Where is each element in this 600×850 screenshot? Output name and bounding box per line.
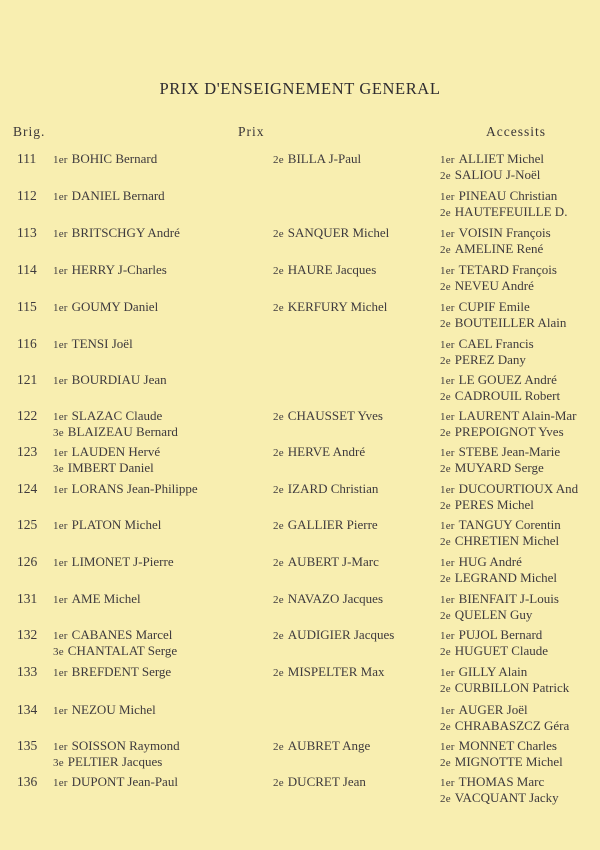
student-name: LEGRAND Michel [454,570,557,585]
accessit-first [440,372,557,389]
prix-first [53,336,133,353]
student-name: DUCOURTIOUX And [458,481,579,496]
accessit-second [440,352,526,369]
rank-label: 1er [440,705,455,717]
rank-label: 1er [440,594,455,606]
student-name: CABANES Marcel [71,627,173,642]
student-name: DANIEL Bernard [71,188,165,203]
prix-first [53,664,171,681]
rank-label: 1er [53,411,68,423]
brigade-number: 126 [17,554,38,569]
accessit-second [440,388,560,405]
student-name: IZARD Christian [287,481,379,496]
rank-label: 1er [53,265,68,277]
prix-first [53,554,174,571]
rank-label: 1er [440,375,455,387]
table-row [0,444,600,478]
rank-label: 1er [53,191,68,203]
prix-second [273,664,384,681]
student-name: SANQUER Michel [287,225,390,240]
rank-label: 2e [440,207,451,219]
table-row [0,627,600,661]
student-name: AUDIGIER Jacques [287,627,395,642]
prix-second [273,554,379,571]
student-name: PEREZ Dany [454,352,526,367]
rank-label: 2e [440,683,451,695]
prix-first [53,299,158,316]
student-name: NEVEU André [454,278,534,293]
student-name: AUBRET Ange [287,738,371,753]
table-row [0,408,600,442]
student-name: HUG André [458,554,522,569]
brigade-number: 132 [17,627,38,642]
prix-first [53,225,180,242]
rank-label: 2e [440,646,451,658]
student-name: CHAUSSET Yves [287,408,383,423]
prix-second [273,225,389,242]
rank-label: 2e [273,777,284,789]
student-name: CHRABASZCZ Géra [454,718,570,733]
student-name: HERVE André [287,444,366,459]
accessit-first [440,262,557,279]
rank-label: 1er [53,339,68,351]
accessit-first [440,336,534,353]
prix-third [53,424,178,441]
student-name: SLAZAC Claude [71,408,163,423]
rank-label: 1er [440,557,455,569]
accessit-first [440,554,522,571]
prix-second [273,262,376,279]
rank-label: 1er [440,154,455,166]
table-row [0,554,600,588]
table-row [0,591,600,625]
prix-first [53,702,156,719]
accessit-first [440,188,557,205]
rank-label: 2e [273,630,284,642]
accessit-second [440,241,543,258]
prix-second [273,408,383,425]
rank-label: 1er [440,302,455,314]
brigade-number: 125 [17,517,38,532]
accessit-second [440,167,540,184]
rank-label: 2e [440,170,451,182]
student-name: AME Michel [71,591,141,606]
rank-label: 2e [440,536,451,548]
rank-label: 2e [273,411,284,423]
rank-label: 1er [53,594,68,606]
table-row [0,372,600,406]
rank-label: 2e [440,281,451,293]
header-accessits: Accessits [486,124,546,139]
student-name: LAURENT Alain-Mar [458,408,577,423]
table-row [0,188,600,222]
accessit-first [440,481,578,498]
rank-label: 1er [440,339,455,351]
rank-label: 2e [440,463,451,475]
rank-label: 1er [53,777,68,789]
student-name: VACQUANT Jacky [454,790,559,805]
student-name: MUYARD Serge [454,460,544,475]
rank-label: 2e [440,721,451,733]
brigade-number: 135 [17,738,38,753]
student-name: DUCRET Jean [287,774,366,789]
rank-label: 2e [273,594,284,606]
student-name: BOHIC Bernard [71,151,158,166]
rank-label: 3e [53,757,64,769]
rank-label: 1er [53,484,68,496]
prix-second [273,299,387,316]
accessit-first [440,664,527,681]
table-row [0,151,600,185]
rank-label: 1er [53,447,68,459]
prix-first [53,517,161,534]
student-name: AMELINE René [454,241,544,256]
prix-first [53,372,167,389]
rank-label: 1er [53,302,68,314]
student-name: CADROUIL Robert [454,388,561,403]
accessit-second [440,533,559,550]
brigade-number: 121 [17,372,38,387]
rank-label: 2e [273,557,284,569]
table-row [0,702,600,736]
rank-label: 2e [273,154,284,166]
rank-label: 2e [440,573,451,585]
prix-first [53,444,160,461]
accessit-second [440,204,567,221]
student-name: AUBERT J-Marc [287,554,379,569]
rank-label: 1er [53,228,68,240]
student-name: VOISIN François [458,225,551,240]
student-name: PREPOIGNOT Yves [454,424,564,439]
rank-label: 3e [53,646,64,658]
prix-second [273,481,378,498]
prix-third [53,643,177,660]
rank-label: 1er [440,411,455,423]
student-name: MISPELTER Max [287,664,385,679]
rank-label: 1er [53,630,68,642]
accessit-second [440,643,548,660]
student-name: CHRETIEN Michel [454,533,560,548]
brigade-number: 131 [17,591,38,606]
table-row [0,664,600,698]
student-name: LE GOUEZ André [458,372,557,387]
table-row [0,517,600,551]
prix-second [273,517,378,534]
brigade-number: 112 [17,188,37,203]
prix-first [53,774,178,791]
prix-first [53,262,167,279]
student-name: HAURE Jacques [287,262,377,277]
student-name: CAEL Francis [458,336,534,351]
student-name: LORANS Jean-Philippe [71,481,198,496]
table-row [0,225,600,259]
student-name: PERES Michel [454,497,534,512]
student-name: SOISSON Raymond [71,738,180,753]
rank-label: 2e [440,500,451,512]
prix-third [53,754,162,771]
rank-label: 2e [440,318,451,330]
student-name: TENSI Joël [71,336,133,351]
student-name: PELTIER Jacques [67,754,163,769]
accessit-first [440,225,551,242]
rank-label: 2e [273,667,284,679]
student-name: AUGER Joël [458,702,528,717]
student-name: TETARD François [458,262,557,277]
brigade-number: 123 [17,444,38,459]
prix-second [273,738,370,755]
accessit-first [440,591,559,608]
student-name: CUPIF Emile [458,299,530,314]
student-name: BOUTEILLER Alain [454,315,567,330]
accessit-first [440,517,561,534]
student-name: PINEAU Christian [458,188,558,203]
student-name: BOURDIAU Jean [71,372,167,387]
accessit-first [440,738,557,755]
accessit-second [440,607,532,624]
brigade-number: 111 [17,151,37,166]
brigade-number: 124 [17,481,38,496]
rank-label: 1er [440,777,455,789]
prix-first [53,591,141,608]
prix-first [53,151,157,168]
rank-label: 2e [273,447,284,459]
rank-label: 2e [273,520,284,532]
student-name: NAVAZO Jacques [287,591,384,606]
rank-label: 2e [273,228,284,240]
accessit-second [440,718,569,735]
table-row [0,738,600,772]
student-name: GOUMY Daniel [71,299,159,314]
rank-label: 1er [53,741,68,753]
accessit-second [440,460,544,477]
accessit-second [440,790,559,807]
accessit-first [440,774,544,791]
rank-label: 1er [440,484,455,496]
accessit-first [440,702,528,719]
brigade-number: 115 [17,299,37,314]
student-name: ALLIET Michel [458,151,544,166]
prix-second [273,774,366,791]
rank-label: 1er [440,191,455,203]
rank-label: 1er [53,375,68,387]
student-name: STEBE Jean-Marie [458,444,561,459]
brigade-number: 133 [17,664,38,679]
accessit-second [440,424,564,441]
rank-label: 1er [440,741,455,753]
student-name: HERRY J-Charles [71,262,167,277]
prix-first [53,481,198,498]
rank-label: 1er [53,705,68,717]
rank-label: 2e [440,427,451,439]
accessit-second [440,315,566,332]
rank-label: 2e [440,610,451,622]
accessit-second [440,570,557,587]
prix-third [53,460,154,477]
accessit-first [440,299,530,316]
rank-label: 1er [53,667,68,679]
prix-first [53,738,180,755]
rank-label: 1er [440,228,455,240]
prix-second [273,444,365,461]
rank-label: 2e [440,355,451,367]
prix-first [53,408,162,425]
rank-label: 1er [53,557,68,569]
accessit-first [440,408,576,425]
accessit-second [440,278,534,295]
brigade-number: 136 [17,774,38,789]
brigade-number: 114 [17,262,37,277]
student-name: GALLIER Pierre [287,517,378,532]
prix-first [53,627,172,644]
rank-label: 3e [53,463,64,475]
student-name: TANGUY Corentin [458,517,561,532]
brigade-number: 122 [17,408,38,423]
rank-label: 1er [53,520,68,532]
rank-label: 1er [53,154,68,166]
accessit-first [440,151,544,168]
student-name: LIMONET J-Pierre [71,554,174,569]
student-name: CHANTALAT Serge [67,643,178,658]
student-name: IMBERT Daniel [67,460,154,475]
brigade-number: 134 [17,702,38,717]
prix-second [273,627,394,644]
table-row [0,481,600,515]
prix-second [273,151,361,168]
student-name: BREFDENT Serge [71,664,172,679]
student-name: BRITSCHGY André [71,225,180,240]
rank-label: 2e [440,244,451,256]
student-name: THOMAS Marc [458,774,545,789]
table-row [0,299,600,333]
header-brig: Brig. [13,124,46,139]
rank-label: 2e [273,741,284,753]
rank-label: 2e [440,391,451,403]
prix-first [53,188,165,205]
student-name: MONNET Charles [458,738,557,753]
student-name: MIGNOTTE Michel [454,754,563,769]
student-name: HUGUET Claude [454,643,549,658]
prix-second [273,591,383,608]
student-name: PLATON Michel [71,517,162,532]
page-title: PRIX D'ENSEIGNEMENT GENERAL [159,79,441,98]
rank-label: 1er [440,667,455,679]
student-name: LAUDEN Hervé [71,444,161,459]
rank-label: 1er [440,520,455,532]
rank-label: 2e [273,265,284,277]
accessit-first [440,627,542,644]
student-name: BILLA J-Paul [287,151,362,166]
table-row [0,336,600,370]
student-name: NEZOU Michel [71,702,156,717]
accessit-first [440,444,560,461]
brigade-number: 116 [17,336,37,351]
rank-label: 3e [53,427,64,439]
rank-label: 2e [273,302,284,314]
rank-label: 2e [440,793,451,805]
student-name: PUJOL Bernard [458,627,543,642]
student-name: GILLY Alain [458,664,528,679]
student-name: HAUTEFEUILLE D. [454,204,568,219]
student-name: BIENFAIT J-Louis [458,591,559,606]
student-name: CURBILLON Patrick [454,680,570,695]
rank-label: 1er [440,630,455,642]
student-name: BLAIZEAU Bernard [67,424,178,439]
rank-label: 1er [440,447,455,459]
student-name: QUELEN Guy [454,607,533,622]
student-name: KERFURY Michel [287,299,388,314]
student-name: SALIOU J-Noël [454,167,541,182]
student-name: DUPONT Jean-Paul [71,774,178,789]
rank-label: 2e [273,484,284,496]
accessit-second [440,754,563,771]
rank-label: 2e [440,757,451,769]
accessit-second [440,497,534,514]
rank-label: 1er [440,265,455,277]
accessit-second [440,680,569,697]
table-row [0,262,600,296]
table-row [0,774,600,808]
header-prix: Prix [238,124,265,139]
brigade-number: 113 [17,225,37,240]
